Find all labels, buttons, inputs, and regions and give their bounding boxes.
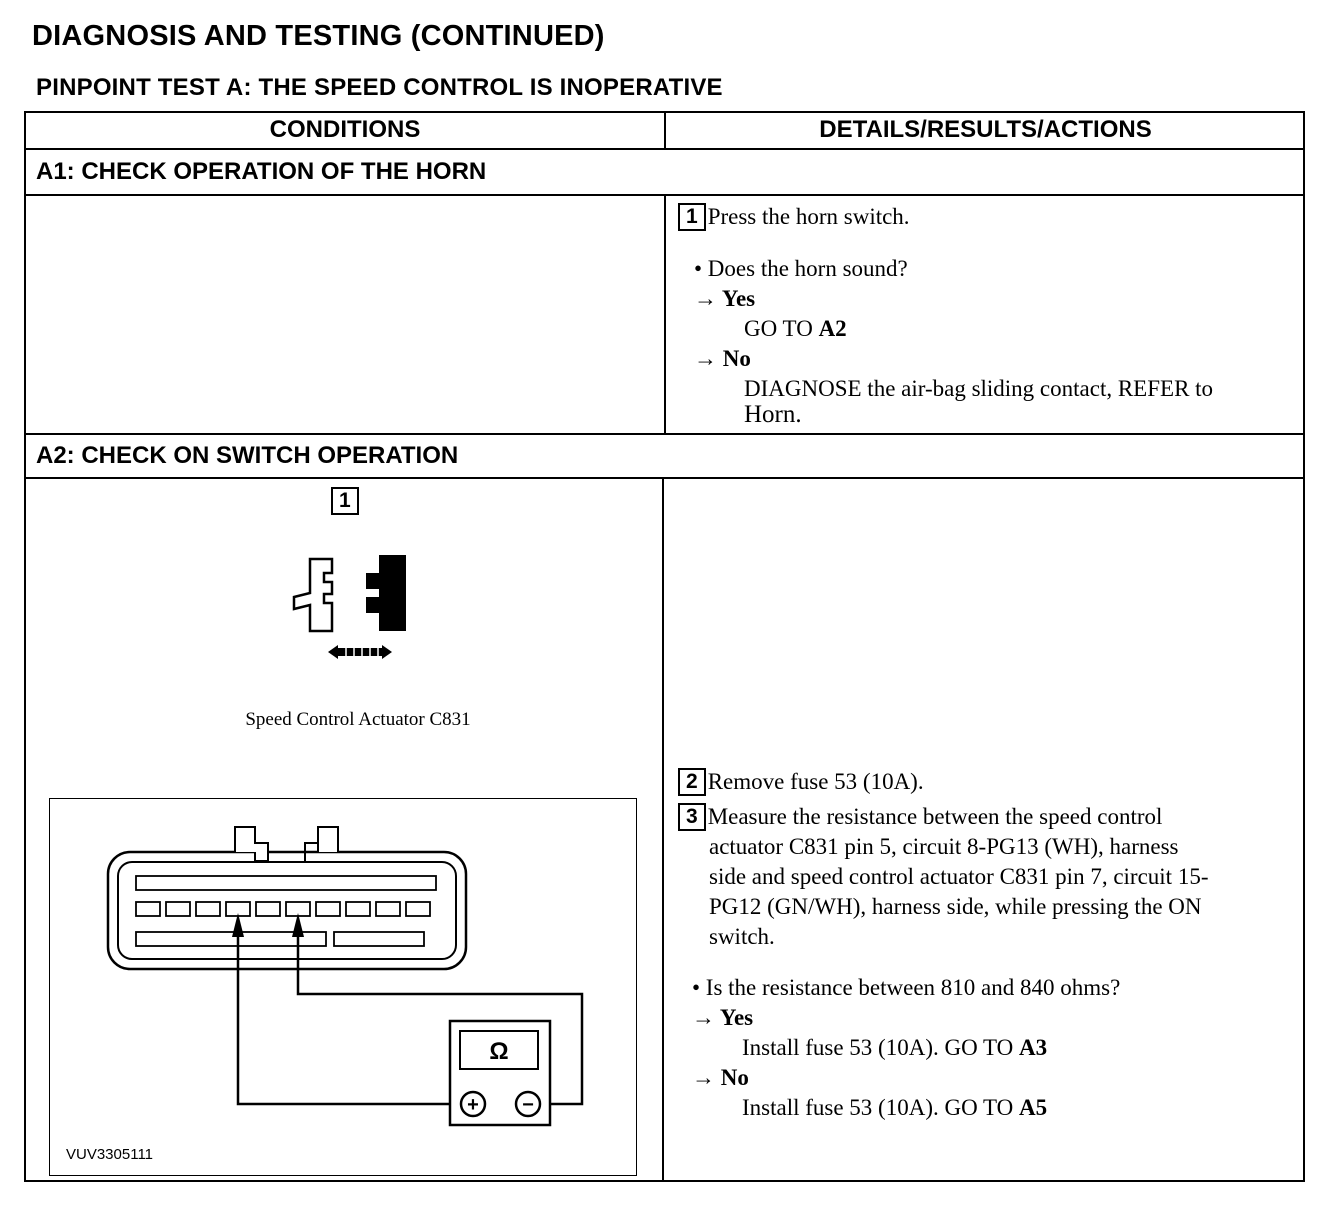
a2-heading-divider xyxy=(26,477,1303,479)
a1-yes-action-text: GO TO xyxy=(744,316,819,341)
connector-illustration xyxy=(284,549,414,669)
connector-measurement-diagram xyxy=(50,799,635,1174)
figure-step-number: 1 xyxy=(331,487,359,515)
a1-yes xyxy=(694,284,755,314)
main-title: DIAGNOSIS AND TESTING (CONTINUED) xyxy=(32,20,605,52)
step-number-1: 1 xyxy=(678,203,706,231)
a2-step3-line5: switch. xyxy=(709,924,775,949)
connector-mating-block xyxy=(366,555,406,631)
a2-question: • Is the resistance between 810 and 840 ohms? xyxy=(692,975,1121,1000)
connector-top-slot xyxy=(136,876,436,890)
a1-yes-action xyxy=(744,314,847,344)
a1-step1 xyxy=(678,202,910,232)
a1-heading: A1: CHECK OPERATION OF THE HORN xyxy=(36,158,487,185)
a2-yes xyxy=(692,1003,753,1033)
a2-step3-line2: actuator C831 pin 5, circuit 8-PG13 (WH), harness xyxy=(709,834,1179,859)
a1-step1-text: Press the horn switch. xyxy=(707,204,910,229)
a1-yes-target: A2 xyxy=(818,316,847,341)
step-number-2: 2 xyxy=(678,768,706,796)
push-direction-arrow xyxy=(328,645,392,659)
a2-step3-line1: Measure the resistance between the speed control xyxy=(707,804,1163,829)
ohm-symbol: Ω xyxy=(489,1038,509,1065)
a1-no-action-line1: DIAGNOSE the air-bag sliding contact, REFER to xyxy=(744,376,1214,401)
a1-no-label: → No xyxy=(694,346,751,371)
a1-no xyxy=(694,344,751,374)
a2-step3-line4: PG12 (GN/WH), harness side, while pressing the ON xyxy=(709,894,1202,919)
a2-yes-label: → Yes xyxy=(692,1005,754,1030)
a2-no-action-text: Install fuse 53 (10A). GO TO xyxy=(742,1095,1020,1120)
a2-no-action xyxy=(742,1093,1047,1123)
details-header: DETAILS/RESULTS/ACTIONS xyxy=(819,116,1152,143)
connector-bottom-slot-right xyxy=(334,932,424,946)
a2-no-label: → No xyxy=(692,1065,749,1090)
a2-yes-action xyxy=(742,1033,1047,1063)
conditions-header: CONDITIONS xyxy=(269,116,421,143)
plus-symbol: + xyxy=(467,1094,479,1116)
sub-title: PINPOINT TEST A: THE SPEED CONTROL IS INOPERATIVE xyxy=(36,74,723,101)
a2-yes-target: A3 xyxy=(1019,1035,1048,1060)
connector-housing-outline xyxy=(294,559,332,631)
a2-no xyxy=(692,1063,749,1093)
figure-code: VUV3305111 xyxy=(66,1146,154,1163)
a1-question: • Does the horn sound? xyxy=(694,256,908,281)
a2-yes-action-text: Install fuse 53 (10A). GO TO xyxy=(742,1035,1020,1060)
a2-step3-line3: side and speed control actuator C831 pin 7, circuit 15- xyxy=(709,864,1209,889)
minus-symbol: − xyxy=(522,1094,534,1116)
step-number-3: 3 xyxy=(678,803,706,831)
header-divider xyxy=(26,148,1303,150)
figure-caption: Speed Control Actuator C831 xyxy=(245,709,471,730)
a2-heading: A2: CHECK ON SWITCH OPERATION xyxy=(36,442,459,469)
wiring-diagram xyxy=(49,798,637,1176)
pinpoint-test-table xyxy=(24,111,1305,1182)
a2-no-target: A5 xyxy=(1019,1095,1048,1120)
a1-yes-label: → Yes xyxy=(694,286,756,311)
a1-column-divider xyxy=(664,194,666,433)
a1-body-divider xyxy=(26,433,1303,435)
a2-step2-text: Remove fuse 53 (10A). xyxy=(707,769,924,794)
connector-latch-right xyxy=(318,827,338,852)
a1-no-action-line2: Horn. xyxy=(744,401,802,428)
a2-step2 xyxy=(678,767,924,797)
a2-column-divider xyxy=(662,477,664,1182)
a2-step3 xyxy=(678,802,1162,832)
